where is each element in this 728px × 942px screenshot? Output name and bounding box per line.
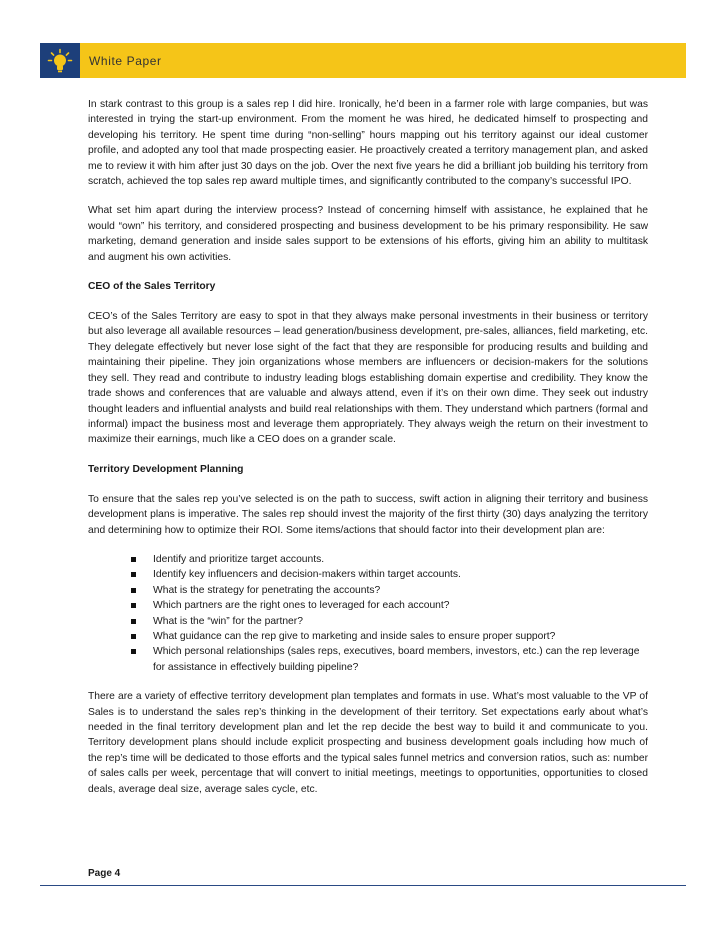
footer-divider xyxy=(40,885,686,886)
list-item: What is the “win” for the partner? xyxy=(131,614,648,629)
header-title: White Paper xyxy=(89,53,162,68)
lightbulb-logo-icon xyxy=(40,43,80,78)
development-plan-list xyxy=(88,552,648,675)
ceo-paragraph: CEO’s of the Sales Territory are easy to spot in that they always make personal investments in their business or territory but also leverage all available resources – lead generation/business development, pre-sales, alliances, field marketing, etc. They delegate effectively but never lose sight of the fact that they are responsible for producing results and building and maintaining their pipeline. They join organizations whose members are influencers or decision-makers for the solutions they sell. They read and contribute to industry leading blogs establishing domain expertise and credibility. They know the trade shows and conferences that are valuable and always attend, even if it’s on their own dime. They seek out industry thought leaders and influential analysts and build real relationships with them. They understand which partners (formal and informal) impact the business most and leverage them appropriately. They always weigh the return on their investment to maximize their earnings, much like a CEO does on a grander scale. xyxy=(88,311,648,446)
header-bar xyxy=(40,43,686,78)
section-heading-territory: Territory Development Planning xyxy=(88,463,244,475)
document-body xyxy=(88,97,648,811)
list-item: Identify key influencers and decision-makers within target accounts. xyxy=(131,567,648,582)
territory-paragraph-1: To ensure that the sales rep you’ve selected is on the path to success, swift action in aligning their territory and business development plans is imperative. The sales rep should invest the majority of the first thirty (30) days analyzing the territory and determining how to optimize their ROI. Some items/actions that should factor into their development plan are: xyxy=(88,493,648,536)
list-item: What guidance can the rep give to marketing and inside sales to ensure proper support? xyxy=(131,629,648,644)
territory-paragraph-2: There are a variety of effective territory development plan templates and formats in use. What’s most valuable to the VP of Sales is to understand the sales rep’s thinking in the development of their territory. Set expectations early about what’s needed in the final territory development plan and let the rep decide the best way to build it and communicate to you. Territory development plans should include explicit prospecting and business development goals including how much of the rep’s time will be dedicated to those efforts and the typical sales funnel metrics and conversion ratios, such as: number of sales calls per week, percentage that will convert to initial meetings, meetings to opportunities, opportunities to closed deals, average deal size, average sales cycle, etc. xyxy=(88,691,648,795)
list-item: Which personal relationships (sales reps, executives, board members, investors, etc.) can the rep leverage for assistance in effectively building pipeline? xyxy=(131,644,648,675)
section-heading-ceo: CEO of the Sales Territory xyxy=(88,281,216,293)
list-item: What is the strategy for penetrating the accounts? xyxy=(131,583,648,598)
list-item: Which partners are the right ones to leveraged for each account? xyxy=(131,598,648,613)
intro-paragraph-2: What set him apart during the interview process? Instead of concerning himself with assistance, he explained that he would “own” his territory, and considered prospecting and business development to be his primary responsibility. He saw marketing, demand generation and inside sales support to be extensions of his efforts, giving him an ability to multitask and augment his own activities. xyxy=(88,205,648,263)
page-number: Page 4 xyxy=(88,868,121,879)
list-item: Identify and prioritize target accounts. xyxy=(131,552,648,567)
intro-paragraph-1: In stark contrast to this group is a sales rep I did hire. Ironically, he’d been in a farmer role with large companies, but was interested in trying the start-up environment. From the moment he was hired, he dedicated himself to prospecting and developing his territory. He spent time during “non-selling” hours mapping out his territory against our ideal customer profile, and adopted any tool that made prospecting easier. He proactively created a territory management plan, and asked me to review it with him after just 30 days on the job. Over the next five years he did a brilliant job building his territory from scratch, achieved the top sales rep award multiple times, and significantly contributed to the company’s successful IPO. xyxy=(88,99,648,188)
